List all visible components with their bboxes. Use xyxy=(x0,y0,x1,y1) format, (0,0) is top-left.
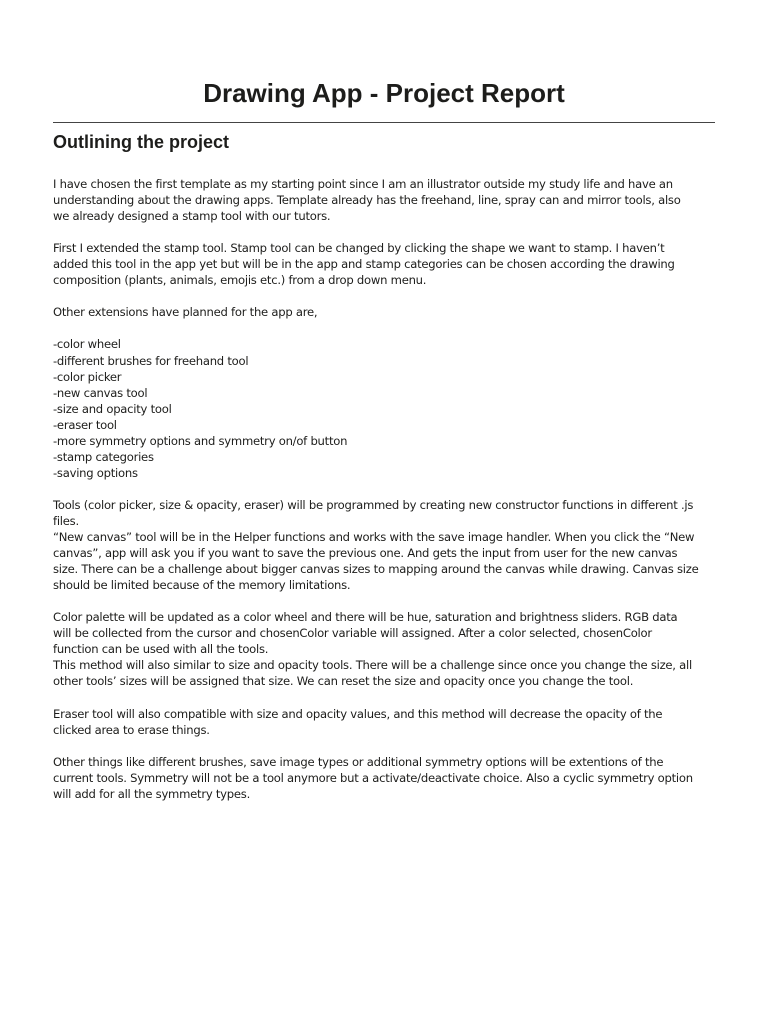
list-item: -more symmetry options and symmetry on/of button xyxy=(53,433,348,448)
paragraph-extensions-intro xyxy=(53,304,721,320)
text-line: I have chosen the first template as my starting point since I am an illustrator outside my study life and have an xyxy=(53,177,673,191)
paragraph-intro xyxy=(53,176,721,224)
paragraph-color-palette xyxy=(53,609,721,689)
list-item: -stamp categories xyxy=(53,449,154,464)
text-line: Color palette will be updated as a color wheel and there will be hue, saturation and brightness sliders. RGB data xyxy=(53,610,678,625)
paragraph-stamp-tool xyxy=(53,240,721,288)
text-line: understanding about the drawing apps. Template already has the freehand, line, spray can and mirror tools, also xyxy=(53,193,681,208)
text-line: will add for all the symmetry types. xyxy=(53,786,251,801)
text-line: files. xyxy=(53,513,79,528)
text-line: This method will also similar to size and opacity tools. There will be a challenge since once you change the size, all xyxy=(53,658,692,673)
text-line: composition (plants, animals, emojis etc.) from a drop down menu. xyxy=(53,273,427,288)
text-line: Other things like different brushes, save image types or additional symmetry options will be extentions of the xyxy=(53,754,664,769)
list-item: -color wheel xyxy=(53,337,121,352)
paragraph-tools-canvas xyxy=(53,497,721,593)
document-body xyxy=(53,176,721,818)
text-line: we already designed a stamp tool with our tutors. xyxy=(53,209,331,224)
list-item: -size and opacity tool xyxy=(53,401,172,416)
text-line: Tools (color picker, size & opacity, eraser) will be programmed by creating new constructor functions in different .js xyxy=(53,497,694,512)
text-line: size. There can be a challenge about bigger canvas sizes to mapping around the canvas while drawing. Canvas size xyxy=(53,562,699,577)
list-item: -eraser tool xyxy=(53,417,117,432)
section-heading: Outlining the project xyxy=(53,132,229,152)
text-line: should be limited because of the memory limitations. xyxy=(53,578,351,593)
paragraph-other-things xyxy=(53,754,721,802)
text-line: canvas”, app will ask you if you want to save the previous one. And gets the input from user for the new canvas xyxy=(53,546,678,561)
text-line: First I extended the stamp tool. Stamp tool can be changed by clicking the shape we want to stamp. I haven’t xyxy=(53,241,665,256)
text-line: added this tool in the app yet but will be in the app and stamp categories can be chosen according the drawing xyxy=(53,257,675,272)
text-line: current tools. Symmetry will not be a tool anymore but a activate/deactivate choice. Also a cyclic symmetry option xyxy=(53,770,693,785)
text-line: other tools’ sizes will be assigned that size. We can reset the size and opacity once you change the tool. xyxy=(53,674,634,689)
text-line: Eraser tool will also compatible with size and opacity values, and this method will decrease the opacity of the xyxy=(53,706,663,721)
text-line: “New canvas” tool will be in the Helper functions and works with the save image handler. When you click the “New xyxy=(53,530,695,545)
document-title: Drawing App - Project Report xyxy=(203,78,565,108)
text-line: will be collected from the cursor and chosenColor variable will assigned. After a color selected, chosenColor xyxy=(53,626,652,641)
title-divider xyxy=(53,122,715,123)
text-line: clicked area to erase things. xyxy=(53,722,210,737)
paragraph-eraser xyxy=(53,706,721,738)
extensions-list xyxy=(53,336,721,480)
list-item: -different brushes for freehand tool xyxy=(53,353,249,368)
text-line: Other extensions have planned for the app are, xyxy=(53,305,318,320)
list-item: -new canvas tool xyxy=(53,385,148,400)
list-item: -color picker xyxy=(53,369,122,384)
list-item: -saving options xyxy=(53,465,138,480)
text-line: function can be used with all the tools. xyxy=(53,642,269,657)
